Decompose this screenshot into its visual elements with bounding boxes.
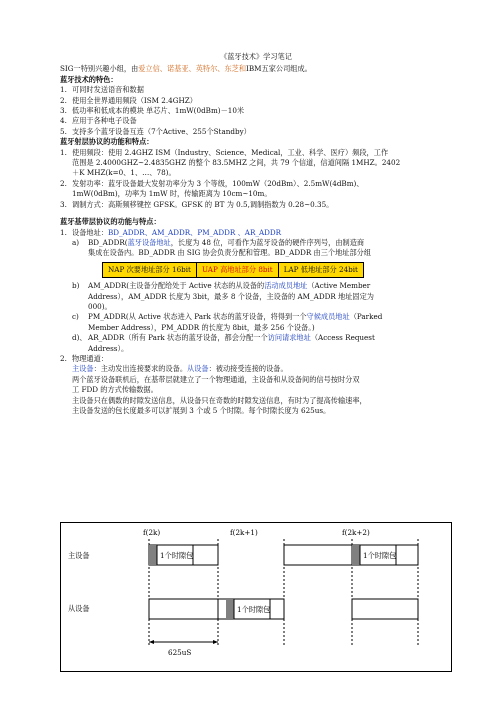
baseband-heading: 蓝牙基带层协议的功能与特点： [60, 217, 161, 227]
list-item: 1. 设备地址： BD_ADDR、AM_ADDR、PM_ADDR 、AR_ADDR [60, 227, 282, 237]
slave-preamble [226, 599, 234, 619]
list-item: 4. 应用于各种电子设备 [60, 116, 137, 126]
list-item: 1. 可同时发送语音和数据 [60, 85, 144, 95]
arrow-head-right-icon [213, 640, 218, 644]
intro-line: SIG一特别兴趣小组，由爱立信、诺基亚、英特尔、东芝和IBM五家公司组成。 [60, 64, 312, 74]
list-item: 3. 调制方式：高斯频移键控 GFSK。GFSK 的 BT 为 0.5,调制指数为 0.28~0.35。 [60, 199, 334, 209]
address-names: BD_ADDR、AM_ADDR、PM_ADDR 、AR_ADDR [107, 227, 282, 237]
slave-line [149, 599, 418, 619]
list-item: 3. 低功率和低成本的模块 单芯片、1mW(0dBm)－10米 [60, 106, 245, 116]
freq-label-2k: f(2k) [143, 528, 161, 537]
master-label: 主设备 [68, 551, 90, 560]
list-item: c) PM_ADDR(从 Active 状态进入 Park 状态的蓝牙设备，将得到一个守候成员地址（Parked Member Address），PM_ADDR 的长度为 8bit，最多 256 个设备。) [72, 312, 383, 332]
features-heading: 蓝牙技术的特色： [60, 74, 118, 84]
page-title: 《蓝牙技术》学习笔记 [220, 52, 292, 61]
master-packet-label: 1个时隙包 [363, 551, 397, 560]
features-list [60, 85, 452, 137]
rf-heading: 蓝牙射层协议的功能和特点： [60, 137, 154, 147]
freq-label-2k2: f(2k+2) [342, 528, 370, 537]
list-item: 2. 使用全世界通用频段（ISM 2.4GHZ） [60, 95, 197, 105]
nap-cell: NAP 次要地址部分 16bit [103, 262, 197, 277]
document: 《蓝牙技术》学习笔记 SIG一特别兴趣小组，由爱立信、诺基亚、英特尔、东芝和IBM五家公司组成。 蓝牙技术的特色： 1. 可同时发送语音和数据 2. 使用全世界通用频段（ISM 2.4GHZ） 3. 低功率和低成本的模块 单芯片、1mW(0dBm)－10米 4. 应用于各种电子设备 5. 支持多个蓝牙设备互连（7个Active、255个Standby） 蓝牙射层协议的功能和特点： 1. 使用频段：使用 2.4GHZ ISM（Industry、Science、Medical，工业、科学、医疗）频段，工作 范围是 2.4000GHZ~2.4835GHZ 的整个 83.5MHZ 之间，共 79 个信道，信道间隔 1MHZ。2402 ＋K MHZ(k=0、1、…、78)。 2. 发射功率：蓝牙设备最大发射功率分为 3 个等级，100mW（20dBm）、2.5mW(4dBm)、 1mW(0dBm)，功率为 1mW 时，传输距离为 10cm~10m。 3. 调制方式：高斯频移键控 GFSK。GFSK 的 BT 为 0.5,调制指数为 0.28~0.35。 蓝牙基带层协议的功能与特点： 1. 设备地址： BD_ADDR、AM_ADDR、PM_ADDR 、AR_ADDR a) BD_ADDR(蓝牙设备地址，长度为 48 位，可看作为蓝牙设备的硬件序列号，由制造商 集成在设备内。BD_ADDR 由 SIG 协会负责分配和管理。BD_ADDR 由三个地址部分组 NAP 次要地址部分 16bit UAP 高地址部分 8bit LAP 低地址部分 24bit b) AM_ADDR(主设备分配给处于 Active 状态的从设备的活动成员地址（Active Member Address），AM_ADDR 长度为 3bit，最多 8 个设备，主设备的 AM_ADDR 地址固定为 000)。 c) PM_ADDR(从 Active 状态进入 Park 状态的蓝牙设备，将得到一个守候成员地址（Parked Member Address），PM_ADDR 的长度为 8bit，最多 256 个设备。) d)、 AR_ADDR（所有 Park 状态的蓝牙设备，都会分配一个访问请求地址（Access Request Address）。 2. 物理通道： 主设备：主动发出连接要求的设备。从设备：被动接受连接的设备。 两个蓝牙设备联机后，在基带层就建立了一个物理通道，主设备和从设备间的信号按时分双 工 FDD 的方式传输数据。 主设备只在偶数的时隙发送信息，从设备只在奇数的时隙发送信息，有时为了提高传输速率， 主设备发送的包长度最多可以扩展到 3 个或 5 个时隙。每个时隙长度为 625us。 [60, 52, 452, 416]
list-item: 1. 使用频段：使用 2.4GHZ ISM（Industry、Science、Medical，工业、科学、医疗）频段，工作 范围是 2.4000GHZ~2.4835GHZ 的整个 83.5MHZ 之间，共 79 个信道，信道间隔 1MHZ。2402 ＋K MHZ(k=0、1、…、78)。 [60, 147, 401, 178]
lap-cell: LAP 低地址部分 24bit [278, 262, 363, 277]
freq-label-2k1: f(2k+1) [230, 528, 258, 537]
master-preamble [149, 545, 157, 565]
list-item: 2. 物理通道： [60, 353, 108, 363]
duration-label: 625uS [168, 648, 192, 657]
list-item: a) BD_ADDR(蓝牙设备地址，长度为 48 位，可看作为蓝牙设备的硬件序列号，由制造商 集成在设备内。BD_ADDR 由 SIG 协会负责分配和管理。BD_ADDR 由三个地址部分组 [72, 237, 372, 258]
list-item: 2. 发射功率：蓝牙设备最大发射功率分为 3 个等级，100mW（20dBm）、2.5mW(4dBm)、 1mW(0dBm)，功率为 1mW 时，传输距离为 10cm~10m。 [60, 178, 364, 199]
list-item: 5. 支持多个蓝牙设备互连（7个Active、255个Standby） [60, 126, 251, 136]
arrow-head-left-icon [149, 640, 154, 644]
timing-diagram [60, 522, 452, 672]
slave-packet-label: 1个时隙包 [237, 605, 271, 614]
master-preamble [352, 545, 360, 565]
company-list: 爱立信、诺基亚、英特尔、东芝和 [138, 64, 247, 74]
bd-addr-table [102, 262, 364, 278]
master-packet-label: 1个时隙包 [160, 551, 194, 560]
list-item: d)、 AR_ADDR（所有 Park 状态的蓝牙设备，都会分配一个访问请求地址（Access Request Address）。 [72, 333, 375, 353]
list-item: b) AM_ADDR(主设备分配给处于 Active 状态的从设备的活动成员地址（Active Member Address），AM_ADDR 长度为 3bit，最多 8 个设备，主设备的 AM_ADDR 地址固定为 000)。 [72, 281, 374, 311]
slave-label: 从设备 [68, 604, 90, 613]
uap-cell: UAP 高地址部分 8bit [196, 262, 278, 277]
